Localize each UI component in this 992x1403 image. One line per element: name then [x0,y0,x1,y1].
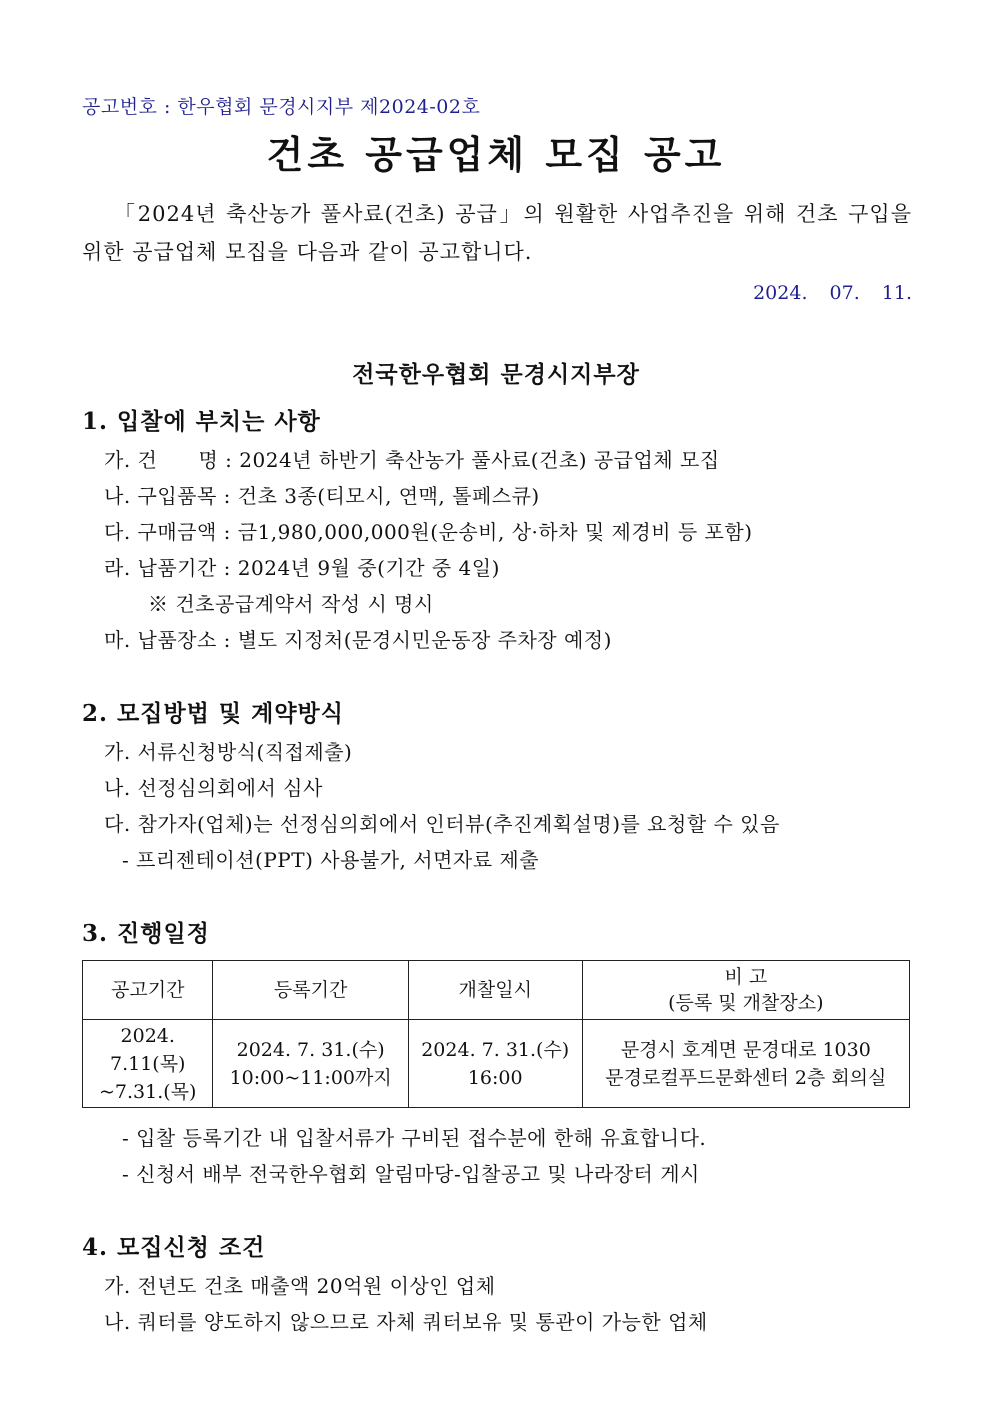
registration-line: 2024. 7. 31.(수) [236,1038,385,1061]
section2-heading: 2. 모집방법 및 계약방식 [82,700,344,727]
period-line: 2024. [120,1024,175,1047]
section1-item: 다. 구매금액 : 금1,980,000,000원(운송비, 상·하차 및 제경비 등 포함) [104,520,753,544]
section2-item: 다. 참가자(업체)는 선정심의회에서 인터뷰(추진계획설명)를 요청할 수 있음 [104,812,780,836]
section2-item: 나. 선정심의회에서 심사 [104,776,323,800]
intro-text: 「2024년 축산농가 풀사료(건초) 공급」의 원활한 사업추진을 위해 건초 구입을 위한 공급업체 모집을 다음과 같이 공고합니다. [82,202,912,264]
section4-heading: 4. 모집신청 조건 [82,1234,266,1261]
table-row [83,1020,910,1108]
header-remarks-title: 비 고 [724,966,768,988]
header-remarks [582,961,909,1020]
page-title: 건초 공급업체 모집 공고 [266,132,726,177]
schedule-table [82,960,910,1108]
period-line: ~7.31.(목) [99,1080,197,1103]
intro-paragraph [82,195,912,271]
header-opening-time: 개찰일시 [408,961,582,1020]
place-line: 문경로컬푸드문화센터 2층 회의실 [605,1066,887,1089]
section1-item: 나. 구입품목 : 건초 3종(티모시, 연맥, 톨페스큐) [104,484,540,508]
section2-item: 가. 서류신청방식(직접제출) [104,740,353,764]
section1-item: 마. 납품장소 : 별도 지정처(문경시민운동장 주차장 예정) [104,628,612,652]
opening-line: 2024. 7. 31.(수) [421,1038,570,1061]
header-remarks-sub: (등록 및 개찰장소) [668,992,824,1014]
section1-note: ※ 건초공급계약서 작성 시 명시 [148,592,434,616]
cell-opening-time [408,1020,582,1108]
registration-line: 10:00~11:00까지 [229,1066,392,1089]
section3-note: - 신청서 배부 전국한우협회 알림마당-입찰공고 및 나라장터 게시 [122,1162,700,1186]
place-line: 문경시 호계면 문경대로 1030 [620,1038,871,1061]
section4-item: 가. 전년도 건초 매출액 20억원 이상인 업체 [104,1274,496,1298]
opening-line: 16:00 [467,1066,523,1089]
section1-item: 가. 건 명 : 2024년 하반기 축산농가 풀사료(건초) 공급업체 모집 [104,448,720,472]
section4-item: 나. 쿼터를 양도하지 않으므로 자체 쿼터보유 및 통관이 가능한 업체 [104,1310,708,1334]
table-header-row [83,961,910,1020]
section3-heading: 3. 진행일정 [82,920,210,947]
notice-number: 공고번호 : 한우협회 문경시지부 제2024-02호 [82,96,481,118]
header-notice-period: 공고기간 [83,961,213,1020]
period-line: 7.11(목) [109,1052,186,1075]
organization-name: 전국한우협회 문경시지부장 [352,361,640,388]
section1-heading: 1. 입찰에 부치는 사항 [82,408,321,435]
header-registration-period: 등록기간 [213,961,408,1020]
section1-item: 라. 납품기간 : 2024년 9월 중(기간 중 4일) [104,556,500,580]
cell-place [582,1020,909,1108]
cell-notice-period [83,1020,213,1108]
notice-date: 2024. 07. 11. [753,282,912,304]
cell-registration-period [213,1020,408,1108]
section3-note: - 입찰 등록기간 내 입찰서류가 구비된 접수분에 한해 유효합니다. [122,1126,707,1150]
section2-subitem: - 프리젠테이션(PPT) 사용불가, 서면자료 제출 [122,848,540,872]
